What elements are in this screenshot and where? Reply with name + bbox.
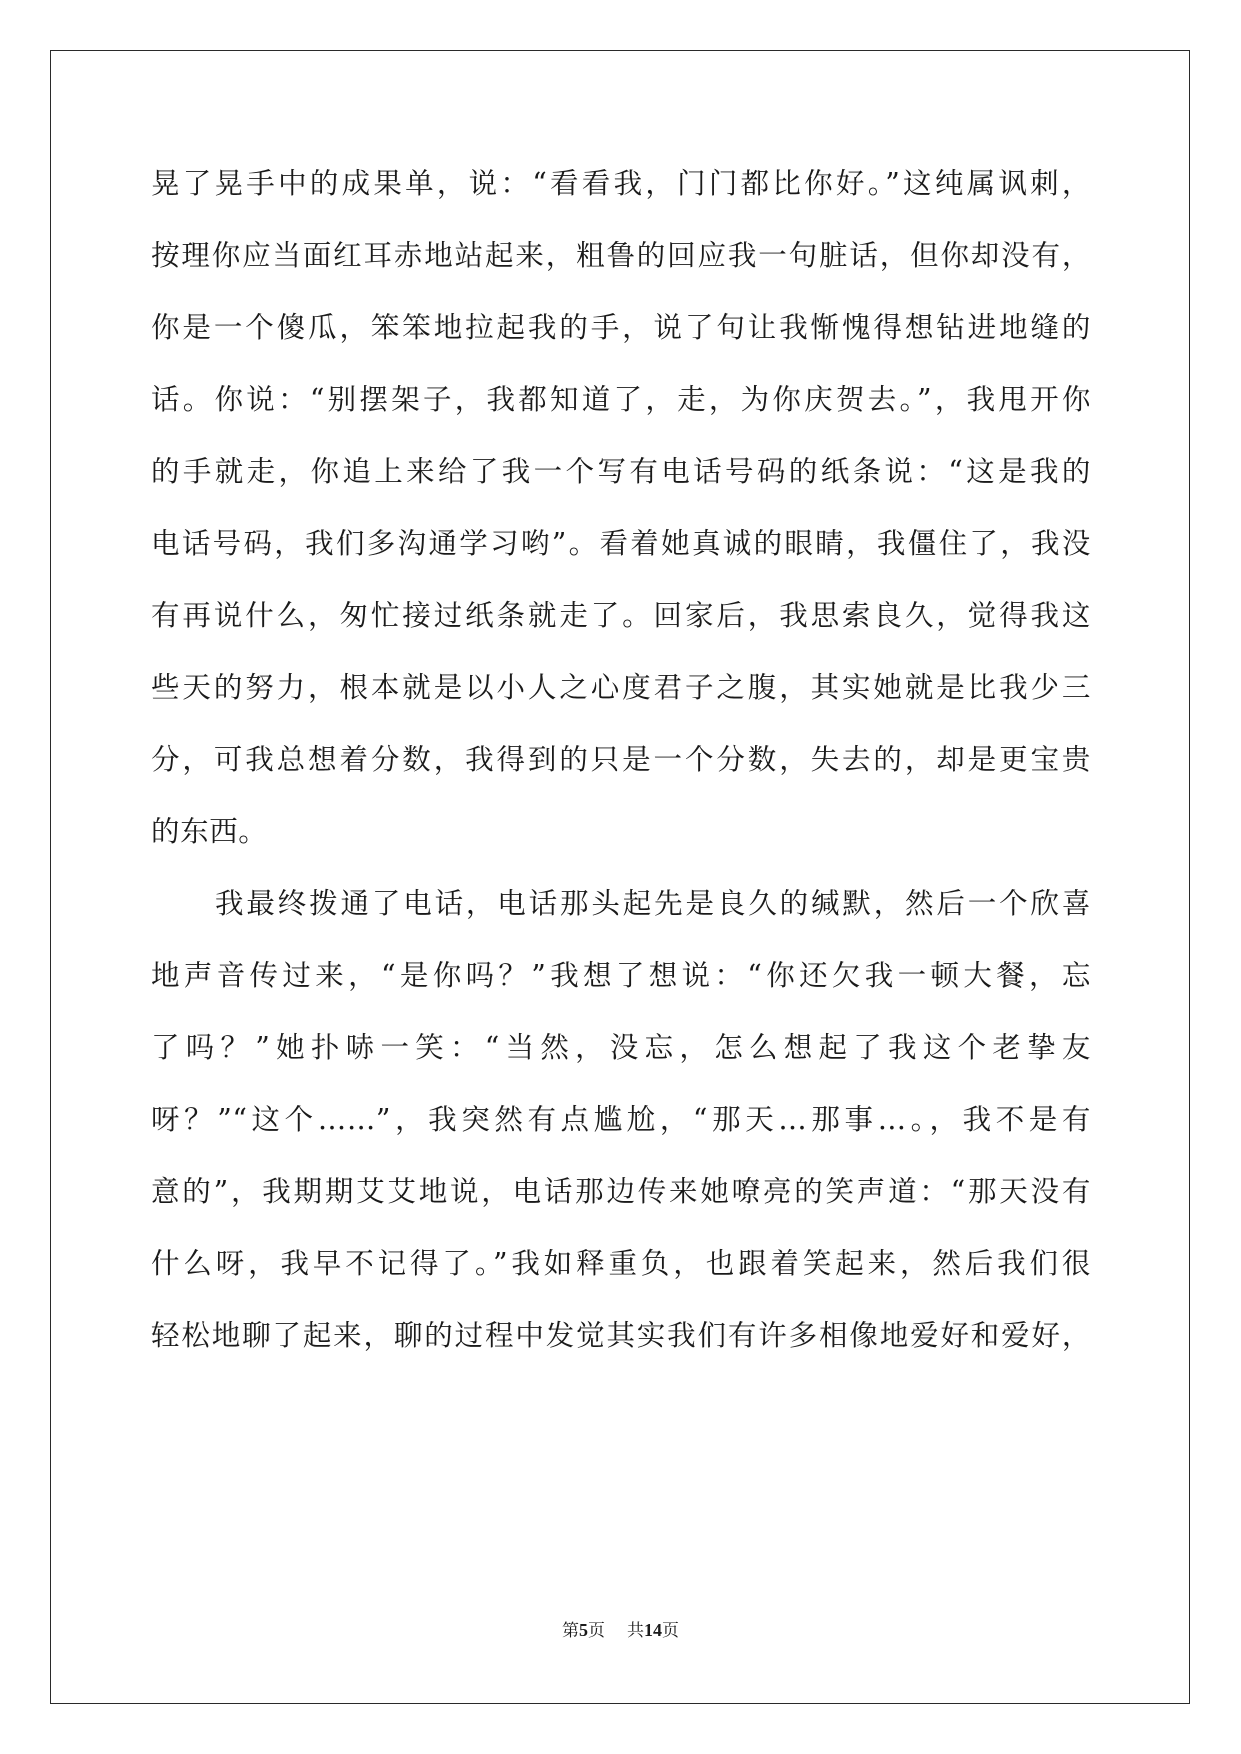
total-prefix: 共 bbox=[627, 1621, 644, 1641]
text-line: 呀？”“这个……”，我突然有点尴尬，“那天…那事…。，我不是有 bbox=[151, 1103, 1091, 1136]
text-line: 分，可我总想着分数，我得到的只是一个分数，失去的，却是更宝贵 bbox=[151, 743, 1091, 776]
text-line: 些天的努力，根本就是以小人之心度君子之腹，其实她就是比我少三 bbox=[151, 671, 1091, 704]
page-prefix: 第 bbox=[562, 1621, 579, 1641]
text-line: 地声音传过来，“是你吗？”我想了想说：“你还欠我一顿大餐，忘 bbox=[151, 959, 1091, 992]
total-suffix: 页 bbox=[662, 1621, 679, 1641]
text-line: 有再说什么，匆忙接过纸条就走了。回家后，我思索良久，觉得我这 bbox=[151, 599, 1091, 632]
text-line: 了吗？”她扑哧一笑：“当然，没忘，怎么想起了我这个老挚友 bbox=[151, 1031, 1091, 1064]
text-line: 的手就走，你追上来给了我一个写有电话号码的纸条说：“这是我的 bbox=[151, 455, 1091, 488]
text-line: 按理你应当面红耳赤地站起来，粗鲁的回应我一句脏话，但你却没有， bbox=[151, 239, 1091, 272]
text-line: 电话号码，我们多沟通学习哟”。看着她真诚的眼睛，我僵住了，我没 bbox=[151, 527, 1091, 560]
text-line: 的东西。 bbox=[151, 815, 268, 848]
text-line: 晃了晃手中的成果单，说：“看看我，门门都比你好。”这纯属讽刺， bbox=[151, 167, 1091, 200]
text-line: 轻松地聊了起来，聊的过程中发觉其实我们有许多相像地爱好和爱好， bbox=[151, 1319, 1091, 1352]
page-border bbox=[50, 50, 1190, 1704]
page-suffix: 页 bbox=[588, 1621, 605, 1641]
text-line: 话。你说：“别摆架子，我都知道了，走，为你庆贺去。”，我甩开你 bbox=[151, 383, 1091, 416]
page-footer bbox=[0, 1618, 1241, 1643]
paragraph-first-line: 我最终拨通了电话，电话那头起先是良久的缄默，然后一个欣喜 bbox=[215, 887, 1091, 920]
text-line: 什么呀，我早不记得了。”我如释重负，也跟着笑起来，然后我们很 bbox=[151, 1247, 1091, 1280]
total-pages: 14 bbox=[644, 1620, 662, 1640]
text-line: 意的”，我期期艾艾地说，电话那边传来她嘹亮的笑声道：“那天没有 bbox=[151, 1175, 1091, 1208]
text-line: 你是一个傻瓜，笨笨地拉起我的手，说了句让我惭愧得想钻进地缝的 bbox=[151, 311, 1091, 344]
page-number: 5 bbox=[579, 1620, 588, 1640]
